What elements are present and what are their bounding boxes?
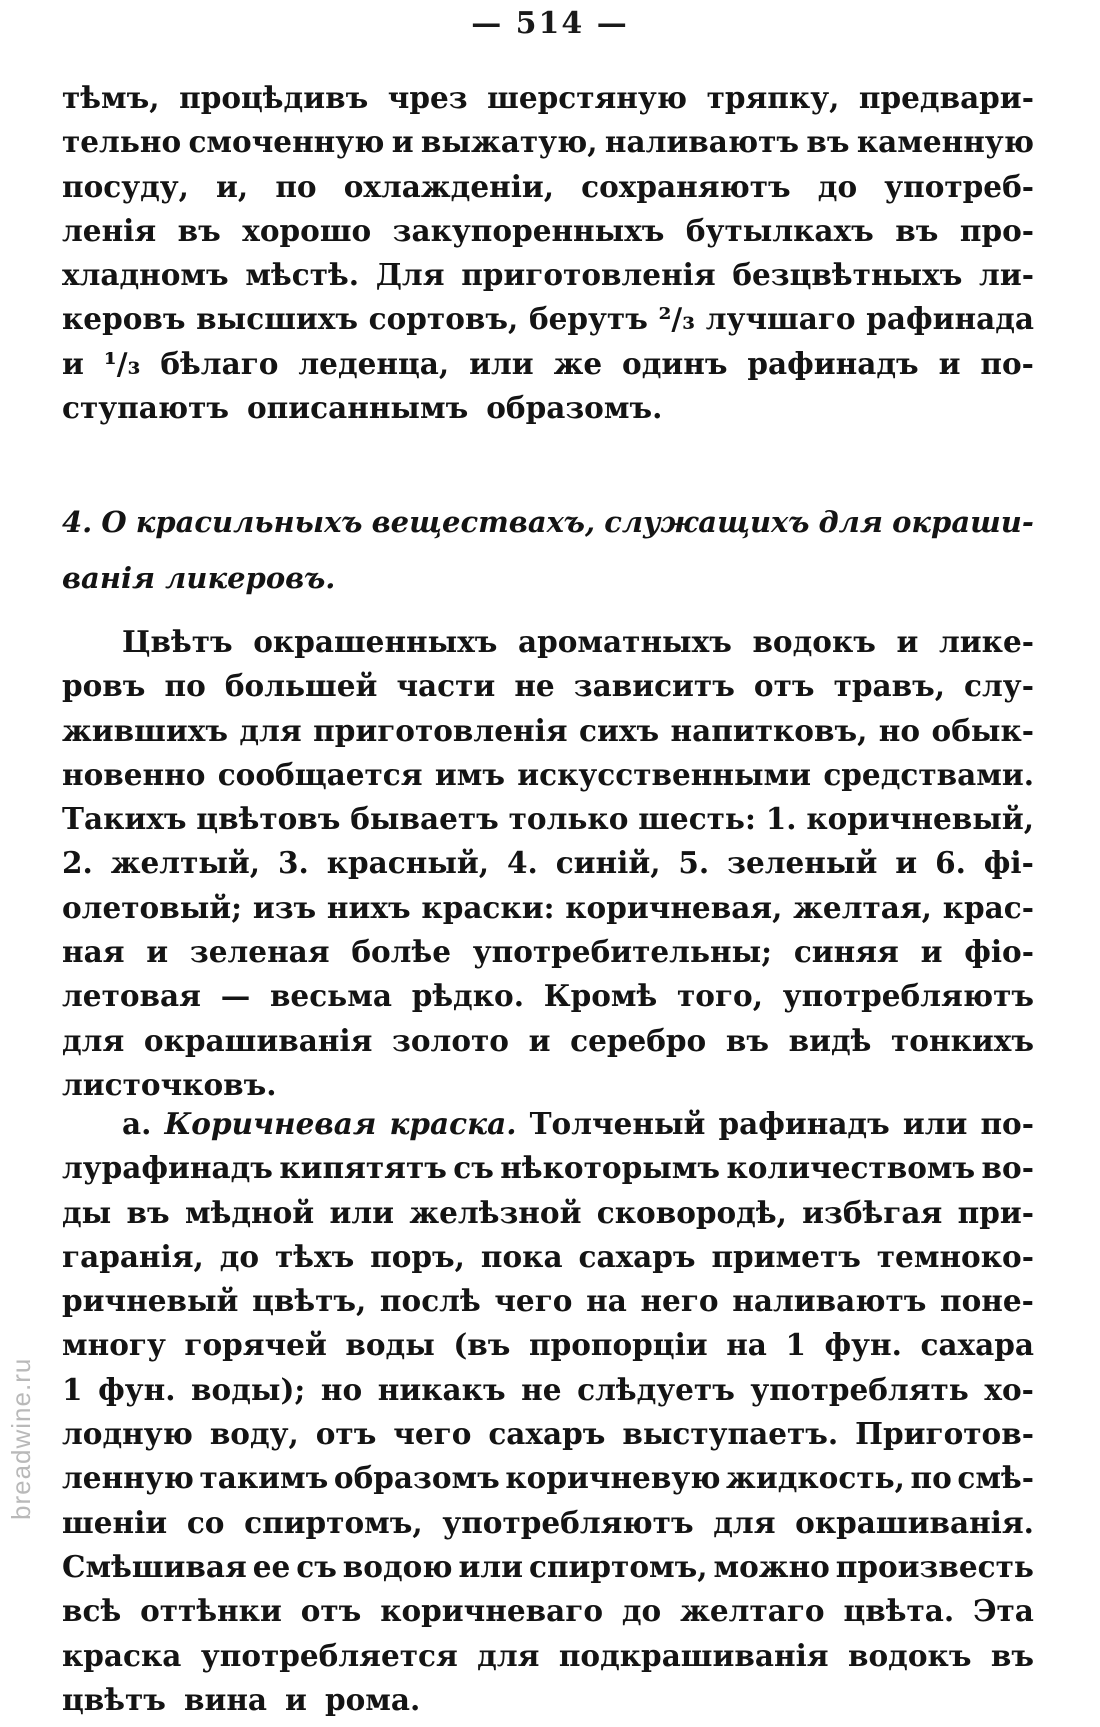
text-line: керовъ высшихъ сортовъ, берутъ ²/₃ лучшаго рафинада xyxy=(62,301,1034,337)
text-line: тѣмъ, процѣдивъ чрез шерстяную тряпку, предвари- xyxy=(62,80,1034,115)
text-line: краска употребляется для подкрашиванія водокъ въ xyxy=(62,1637,1034,1673)
text-line: ды въ мѣдной или желѣзной сковородѣ, избѣгая при- xyxy=(62,1194,1034,1230)
subheading-word: краска. xyxy=(389,1106,517,1141)
text-line: шеніи со спиртомъ, употребляютъ для окрашиванія. xyxy=(62,1504,1034,1540)
text-line: летовая — весьма рѣдко. Кромѣ того, употребляютъ xyxy=(62,978,1034,1014)
text-line: ная и зеленая болѣе употребительны; синяя и фіо- xyxy=(62,934,1034,970)
text-line: для окрашиванія золото и серебро въ видѣ тонкихъ xyxy=(62,1022,1034,1058)
text-line: ровъ по большей части не зависитъ отъ травъ, слу- xyxy=(62,668,1034,704)
text-line: лодную воду, отъ чего сахаръ выступаетъ. Приготов- xyxy=(62,1416,1034,1452)
heading-line-1: 4. О красильныхъ веществахъ, служащихъ для окраши- xyxy=(62,505,1034,539)
watermark: breadwine.ru xyxy=(6,1357,36,1520)
heading-line-2 xyxy=(62,550,1034,606)
text-line: лурафинадъ кипятятъ съ нѣкоторымъ количествомъ во- xyxy=(62,1150,1034,1186)
text-line: Цвѣтъ окрашенныхъ ароматныхъ водокъ и лике- xyxy=(122,624,1034,659)
text-line: всѣ оттѣнки отъ коричневаго до желтаго цвѣта. Эта xyxy=(62,1593,1034,1629)
text-line: многу горячей воды (въ пропорціи на 1 фун. сахара xyxy=(62,1327,1034,1363)
text-line: Смѣшивая ее съ водою или спиртомъ, можно произвесть xyxy=(62,1548,1034,1584)
paragraph-3 xyxy=(62,1102,1034,1722)
text-line: тельно смоченную и выжатую, наливаютъ въ каменную xyxy=(62,124,1034,160)
section-heading xyxy=(62,494,1034,606)
text-line: и ¹/₃ бѣлаго леденца, или же одинъ рафинадъ и по- xyxy=(62,345,1034,381)
text-line: олетовый; изъ нихъ краски: коричневая, желтая, крас- xyxy=(62,889,1034,925)
paragraph-1 xyxy=(62,76,1034,430)
text-line: ричневый цвѣтъ, послѣ чего на него наливаютъ поне- xyxy=(62,1283,1034,1319)
text-line: цвѣтъ вина и рома. xyxy=(62,1681,421,1717)
subheading-word: Коричневая xyxy=(164,1106,377,1141)
text-line: ленія въ хорошо закупоренныхъ бутылкахъ въ про- xyxy=(62,212,1034,248)
text-line: посуду, и, по охлажденіи, сохраняютъ до употреб- xyxy=(62,168,1034,204)
text-line: хладномъ мѣстѣ. Для приготовленія безцвѣтныхъ ли- xyxy=(62,257,1034,293)
text-line: а. Коричневая краска. Толченый рафинадъ или по- xyxy=(62,1102,1034,1146)
text-line: 2. желтый, 3. красный, 4. синій, 5. зеленый и 6. фі- xyxy=(62,845,1034,881)
paragraph-2 xyxy=(62,620,1034,1107)
text-line: ленную такимъ образомъ коричневую жидкость, по смѣ- xyxy=(62,1460,1034,1496)
item-marker: а. xyxy=(122,1106,152,1141)
text-line: новенно сообщается имъ искусственными средствами. xyxy=(62,756,1034,792)
text-line: 1 фун. воды); но никакъ не слѣдуетъ употреблять хо- xyxy=(62,1371,1034,1407)
page-number: — 514 — xyxy=(471,6,629,41)
text-line: ступаютъ описаннымъ образомъ. xyxy=(62,390,663,426)
text-line: Такихъ цвѣтовъ бываетъ только шесть: 1. коричневый, xyxy=(62,801,1034,837)
text-line: жившихъ для приготовленія сихъ напитковъ, но обык- xyxy=(62,712,1034,748)
text-line: гаранія, до тѣхъ поръ, пока сахаръ приметъ темноко- xyxy=(62,1238,1034,1274)
text-line: листочковъ. xyxy=(62,1066,277,1102)
heading-line-2-text: ванія ликеровъ. xyxy=(62,561,336,595)
